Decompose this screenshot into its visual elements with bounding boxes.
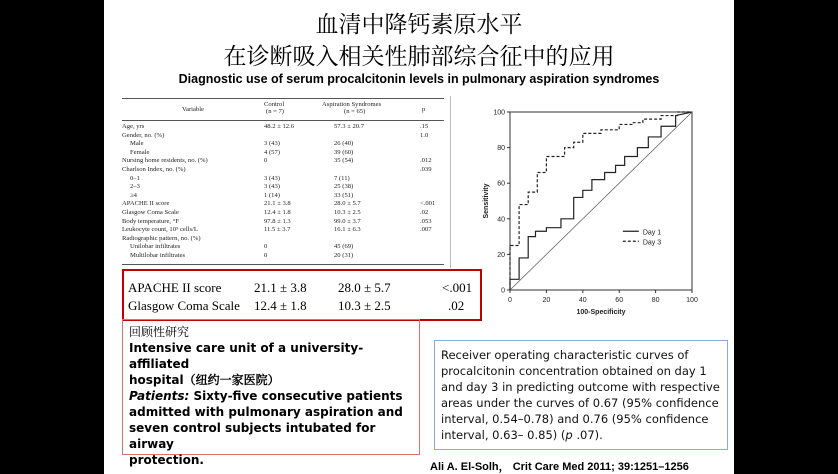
study-patients-line3: seven control subjects intubated for airway bbox=[129, 421, 376, 451]
roc-caption-line6b: .07). bbox=[572, 428, 603, 442]
table-row bbox=[122, 166, 444, 173]
table-cell-p: .053 bbox=[420, 217, 432, 225]
roc-caption-line2: procalcitonin concentration obtained on day 1 bbox=[441, 364, 707, 378]
roc-caption-line1: Receiver operating characteristic curves of bbox=[441, 348, 689, 362]
table-cell-variable: 0–1 bbox=[130, 174, 140, 182]
table-cell-control: 4 (57) bbox=[264, 148, 280, 156]
header-variable: Variable bbox=[182, 106, 204, 113]
table-cell-p: .02 bbox=[420, 209, 429, 216]
study-patients-line1 bbox=[129, 388, 413, 404]
zoom-p-value: <.001 bbox=[442, 280, 473, 295]
table-cell-control: 3 (43) bbox=[264, 140, 280, 148]
table-cell-variable: Radiographic pattern, no. (%) bbox=[122, 234, 201, 242]
study-setting-line2: hospital（纽约一家医院） bbox=[129, 373, 280, 387]
zoom-aspiration-value: 10.3 ± 2.5 bbox=[338, 298, 391, 313]
zoom-aspiration-value: 28.0 ± 5.7 bbox=[338, 280, 391, 295]
header-p: p bbox=[422, 106, 426, 113]
table-row bbox=[122, 243, 444, 250]
table-row bbox=[122, 140, 444, 147]
study-description-box bbox=[122, 319, 420, 467]
y-tick-label: 20 bbox=[497, 251, 505, 259]
table-cell-p: .012 bbox=[420, 157, 432, 165]
table-cell-variable: Unilobar infiltrates bbox=[130, 243, 181, 251]
table-cell-p: .039 bbox=[420, 166, 432, 173]
table-cell-aspiration: 57.3 ± 20.7 bbox=[334, 123, 364, 130]
slide-subtitle-english: Diagnostic use of serum procalcitonin levels in pulmonary aspiration syndromes bbox=[178, 72, 660, 86]
table-bottom-rule bbox=[122, 264, 444, 265]
roc-caption-box bbox=[434, 340, 728, 450]
y-tick-label: 80 bbox=[497, 145, 505, 153]
y-tick-label: 60 bbox=[497, 180, 505, 188]
table-cell-variable: APACHE II score bbox=[122, 200, 170, 208]
table-row bbox=[122, 123, 444, 130]
table-cell-control: 11.5 ± 3.7 bbox=[264, 226, 291, 234]
slide-title-line1: 血清中降钙素原水平 bbox=[315, 12, 523, 38]
table-cell-control: 21.1 ± 3.8 bbox=[264, 200, 291, 208]
study-setting-line1: Intensive care unit of a university-affiliated bbox=[129, 341, 364, 371]
table-cell-aspiration: 20 (31) bbox=[334, 252, 354, 259]
roc-caption-line6 bbox=[441, 427, 721, 443]
zoom-variable: Glasgow Coma Scale bbox=[128, 298, 240, 313]
patients-text: Sixty-five consecutive patients bbox=[189, 389, 403, 403]
patients-label: Patients: bbox=[129, 389, 190, 403]
table-cell-aspiration: 39 (60) bbox=[334, 148, 354, 156]
zoom-row-glasgow bbox=[126, 297, 476, 315]
table-cell-control: 0 bbox=[264, 252, 268, 259]
y-tick-label: 40 bbox=[497, 216, 505, 224]
zoom-control-value: 21.1 ± 3.8 bbox=[254, 280, 307, 295]
table-row bbox=[122, 218, 444, 225]
y-tick-label: 0 bbox=[501, 287, 505, 295]
table-cell-p: .007 bbox=[420, 226, 432, 234]
table-cell-aspiration: 7 (11) bbox=[334, 174, 350, 182]
legend-label-day3: Day 3 bbox=[642, 239, 662, 247]
x-tick-label: 20 bbox=[542, 297, 551, 304]
highlighted-table-rows bbox=[122, 269, 482, 321]
roc-curve-chart bbox=[456, 100, 724, 335]
table-row bbox=[122, 149, 444, 156]
y-axis-label: Sensitivity bbox=[483, 183, 490, 219]
table-cell-aspiration: 33 (51) bbox=[334, 191, 354, 199]
study-patients-line4: protection. bbox=[129, 453, 204, 467]
x-tick-label: 0 bbox=[508, 297, 512, 304]
table-row bbox=[122, 157, 444, 164]
x-tick-label: 60 bbox=[615, 297, 624, 304]
table-cell-control: 12.4 ± 1.8 bbox=[264, 209, 291, 216]
table-cell-aspiration: 99.0 ± 3.7 bbox=[334, 217, 361, 225]
table-cell-p: 1.0 bbox=[420, 131, 429, 139]
table-row bbox=[122, 235, 444, 242]
y-tick-label: 100 bbox=[493, 109, 505, 117]
table-cell-variable: Glasgow Coma Scale bbox=[122, 209, 179, 216]
table-row bbox=[122, 132, 444, 139]
table-cell-control: 1 (14) bbox=[264, 191, 280, 199]
patient-characteristics-table bbox=[120, 96, 451, 268]
table-cell-variable: Age, yrs bbox=[122, 123, 145, 130]
table-cell-aspiration: 35 (54) bbox=[334, 157, 354, 165]
zoom-variable: APACHE II score bbox=[128, 280, 222, 295]
table-cell-variable: Male bbox=[130, 140, 144, 148]
header-control-n: (n = 7) bbox=[266, 108, 285, 115]
table-cell-control: 48.2 ± 12.6 bbox=[264, 123, 294, 130]
table-cell-control: 0 bbox=[264, 157, 268, 165]
roc-caption-p: p bbox=[565, 428, 573, 442]
citation: Ali A. El-Solh， Crit Care Med 2011; 39:1251–1256 bbox=[430, 461, 689, 473]
table-cell-variable: Charlson Index, no. (%) bbox=[122, 166, 186, 173]
table-row bbox=[122, 209, 444, 216]
table-cell-p: <.001 bbox=[420, 200, 436, 208]
zoom-row-apache bbox=[126, 279, 476, 297]
table-cell-aspiration: 28.0 ± 5.7 bbox=[334, 200, 361, 208]
table-cell-variable: Body temperature, °F bbox=[122, 217, 180, 225]
x-tick-label: 100 bbox=[686, 297, 698, 304]
x-axis-label: 100-Specificity bbox=[576, 309, 626, 316]
table-cell-aspiration: 16.1 ± 6.3 bbox=[334, 226, 361, 234]
x-tick-label: 40 bbox=[578, 297, 587, 304]
table-cell-variable: Nursing home residents, no. (%) bbox=[122, 157, 208, 165]
table-header-rule bbox=[122, 120, 444, 121]
header-control: Control bbox=[264, 101, 285, 108]
legend-label-day1: Day 1 bbox=[642, 229, 662, 237]
roc-caption-line3: and day 3 in predicting outcome with respective bbox=[441, 380, 720, 394]
table-cell-aspiration: 10.3 ± 2.5 bbox=[334, 209, 361, 216]
study-type: 回顾性研究 bbox=[129, 325, 190, 339]
roc-caption-line4: areas under the curves of 0.67 (95% confidence bbox=[441, 396, 719, 410]
study-patients-line2: admitted with pulmonary aspiration and bbox=[129, 405, 403, 419]
table-cell-aspiration: 26 (40) bbox=[334, 140, 354, 148]
zoom-p-value: .02 bbox=[448, 298, 465, 313]
table-row bbox=[122, 183, 444, 190]
table-cell-control: 0 bbox=[264, 243, 268, 251]
header-aspiration: Aspiration Syndromes bbox=[322, 101, 382, 108]
table-row bbox=[122, 175, 444, 182]
table-cell-control: 3 (43) bbox=[264, 174, 280, 182]
table-row bbox=[122, 252, 444, 259]
table-cell-variable: ≥4 bbox=[130, 191, 137, 199]
slide bbox=[104, 0, 734, 474]
table-cell-variable: Leukocyte count, 10⁹ cells/L bbox=[122, 226, 198, 234]
table-row bbox=[122, 192, 444, 199]
slide-title-line2: 在诊断吸入相关性肺部综合征中的应用 bbox=[223, 44, 615, 70]
table-row bbox=[122, 226, 444, 233]
roc-caption-line6a: interval, 0.63– 0.85) ( bbox=[441, 428, 566, 442]
table-cell-aspiration: 45 (69) bbox=[334, 243, 354, 251]
table-header-row bbox=[122, 101, 444, 115]
zoom-control-value: 12.4 ± 1.8 bbox=[254, 298, 307, 313]
table-row bbox=[122, 200, 444, 207]
table-cell-control: 3 (43) bbox=[264, 183, 280, 191]
table-cell-variable: 2–3 bbox=[130, 183, 140, 191]
x-tick-label: 80 bbox=[651, 297, 660, 304]
table-cell-aspiration: 25 (38) bbox=[334, 183, 354, 191]
roc-caption-line5: interval, 0.54–0.78) and 0.76 (95% confidence bbox=[441, 412, 709, 426]
table-top-rule bbox=[122, 98, 444, 99]
table-cell-p: .15 bbox=[420, 123, 429, 130]
table-cell-variable: Female bbox=[130, 148, 150, 156]
table-cell-variable: Multilobar infiltrates bbox=[130, 252, 186, 259]
header-aspiration-n: (n = 65) bbox=[344, 108, 366, 115]
series-reference bbox=[510, 112, 692, 290]
table-cell-variable: Gender, no. (%) bbox=[122, 131, 165, 139]
table-cell-control: 97.8 ± 1.3 bbox=[264, 217, 291, 225]
